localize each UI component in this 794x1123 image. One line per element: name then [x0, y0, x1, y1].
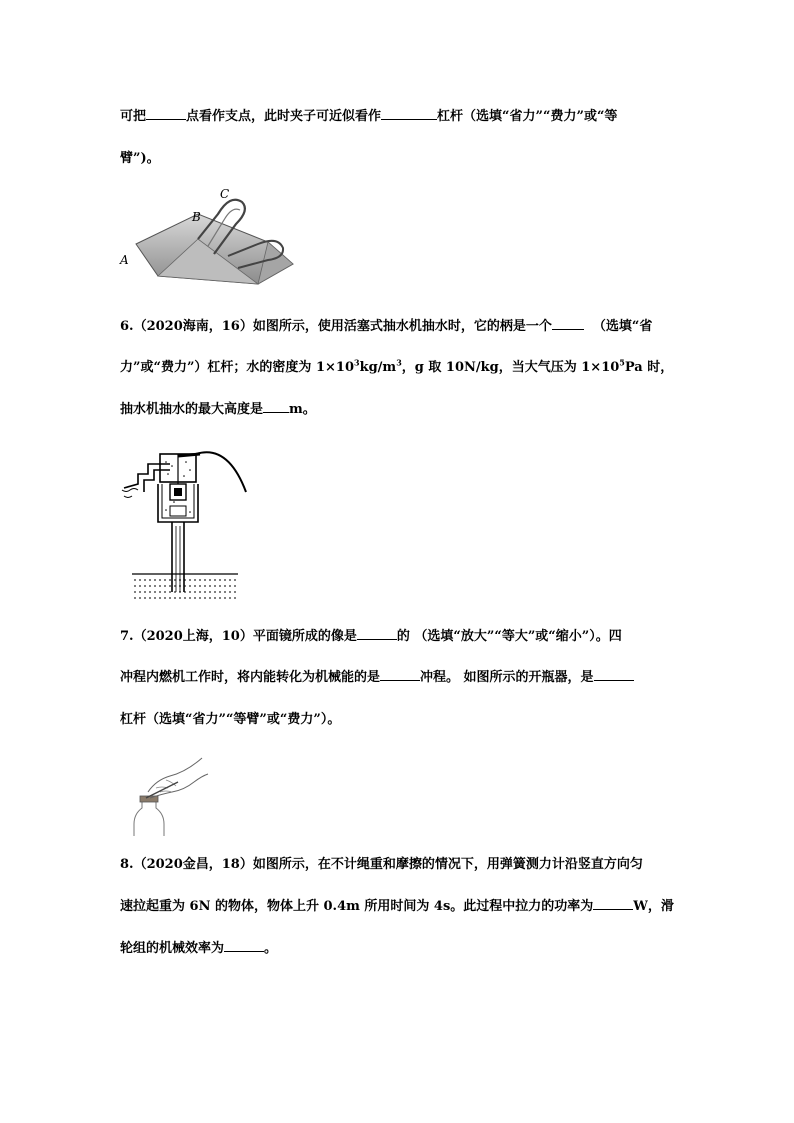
q8-text-b: W，滑: [633, 899, 674, 914]
q6-text-a: 6.（2020海南，16）如图所示，使用活塞式抽水机抽水时，它的柄是一个: [120, 319, 552, 334]
q7-blank-3[interactable]: [594, 669, 634, 681]
q6-text-f: Pa 时，: [624, 360, 674, 375]
binder-clip-figure: [118, 184, 298, 294]
q5-line2: 臂”)。: [120, 151, 160, 166]
q8-text-d: 。: [264, 941, 278, 956]
q6-text-c: 力”或“费力”）杠杆；水的密度为 1×10: [120, 360, 354, 375]
q5-text-c: 杠杆（选填“省力”“费力”或“等: [437, 109, 618, 124]
q8-blank-1[interactable]: [593, 898, 633, 910]
q6-line1: [120, 318, 652, 336]
q7-line2: [120, 669, 634, 687]
q6-line2: [120, 359, 673, 377]
label-a: A: [120, 253, 129, 267]
q6-sup-1: 3: [354, 357, 360, 368]
q7-line1: [120, 628, 622, 646]
label-b: B: [192, 210, 201, 224]
q6-text-h: m。: [289, 402, 316, 417]
q5-text-a: 可把: [120, 109, 147, 124]
q6-text-d: kg/m: [359, 360, 397, 375]
q5-text-b: 点看作支点，此时夹子可近似看作: [186, 109, 382, 124]
q7-blank-1[interactable]: [357, 628, 397, 640]
q7-blank-2[interactable]: [380, 669, 420, 681]
q6-sup-3: 5: [619, 357, 625, 368]
q8-text-c: 轮组的机械效率为: [120, 941, 225, 956]
q8-line3: [120, 940, 277, 958]
q6-text-e: ，g 取 10N/kg，当大气压为 1×10: [401, 360, 620, 375]
q5-blank-1[interactable]: [146, 108, 186, 120]
q7-text-c: 冲程内燃机工作时，将内能转化为机械能的是: [120, 670, 381, 685]
bottle-opener-figure: [126, 752, 210, 836]
water-pump-figure: [118, 442, 268, 602]
q7-text-d: 冲程。 如图所示的开瓶器，是: [420, 670, 594, 685]
q5-blank-2[interactable]: [381, 108, 437, 120]
q6-sup-2: 3: [396, 357, 402, 368]
q8-text-a: 速拉起重为 6N 的物体，物体上升 0.4m 所用时间为 4s。此过程中拉力的功率为: [120, 899, 594, 914]
q6-text-b: （选填“省: [592, 319, 653, 334]
q8-line2: [120, 898, 674, 916]
q7-text-a: 7.（2020上海，10）平面镜所成的像是: [120, 629, 357, 644]
q6-text-g: 抽水机抽水的最大高度是: [120, 402, 264, 417]
q6-line3: [120, 401, 316, 419]
q8-blank-2[interactable]: [224, 940, 264, 952]
q8-line1: 8.（2020金昌，18）如图所示，在不计绳重和摩擦的情况下，用弹簧测力计沿竖直方向匀: [120, 857, 643, 872]
q5-line1: [120, 108, 617, 126]
q7-line3: 杠杆（选填“省力”“等臂”或“费力”）。: [120, 712, 341, 727]
q7-text-b: 的 （选填“放大”“等大”或“缩小”）。四: [396, 629, 622, 644]
label-c: C: [220, 187, 230, 201]
q6-blank-1[interactable]: [552, 318, 584, 330]
q6-blank-2[interactable]: [263, 401, 289, 413]
